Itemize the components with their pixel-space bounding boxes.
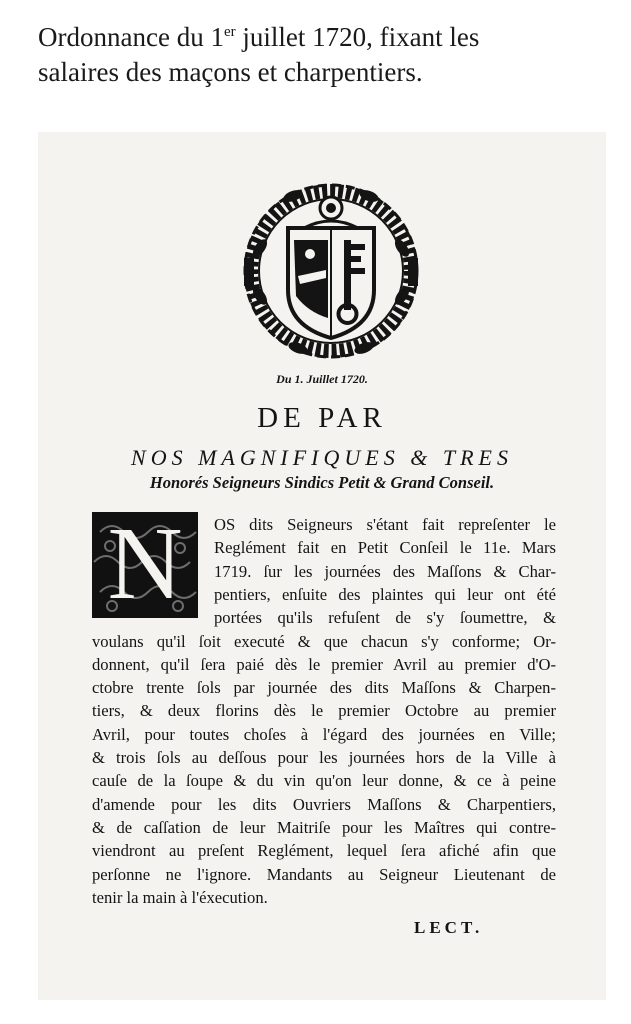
body-line: perſonne ne l'ignore. Mandants au Seigneur Lieutenant de xyxy=(92,864,556,884)
body-line: & de caſſation de leur Maitriſe pour les Maîtres qui contre- xyxy=(92,817,556,837)
poster-subheading-2: Honorés Seigneurs Sindics Petit & Grand Conseil. xyxy=(149,473,495,492)
body-line: & trois ſols au deſſous pour les journées hors de la Ville à xyxy=(92,748,556,767)
ordinance-poster xyxy=(38,132,606,1000)
poster-heading: DE PAR xyxy=(257,402,387,434)
body-line: Reglément fait en Petit Conſeil le 11e. Mars xyxy=(214,538,556,558)
caption xyxy=(38,20,618,90)
decorated-initial xyxy=(92,512,198,618)
caption-line-2: salaires des maçons et charpentiers. xyxy=(38,57,423,87)
poster-subheading: NOS MAGNIFIQUES & TRES xyxy=(131,445,513,470)
body-line: viendront au preſent Reglément, lequel ſera afiché afin que xyxy=(92,841,556,861)
body-line: tiers, & deux florins dès le premier Octobre au premier xyxy=(92,701,556,721)
caption-superscript: er xyxy=(223,24,236,40)
body-line: portées qu'ils refuſent de s'y ſoumettre, & xyxy=(214,608,556,628)
caption-text: Ordonnance du 1 xyxy=(38,22,224,52)
poster-closing: LECT. xyxy=(414,918,484,937)
body-line: d'amende pour les dits Ouvriers Maſſons & Charpentiers, xyxy=(92,794,556,814)
body-line: voulans qu'il ſoit executé & que chacun s'y conforme; Or- xyxy=(92,631,556,651)
body-line: OS dits Seigneurs s'étant fait repreſenter le xyxy=(214,515,556,534)
geneva-coat-of-arms-wreath-icon xyxy=(238,178,424,364)
initial-letter: N xyxy=(107,512,183,618)
body-line: Avril, pour toutes choſes à l'égard des journées en Ville; xyxy=(92,724,556,744)
body-line: ctobre trente ſols par journée des dits Maſſons & Charpen- xyxy=(92,678,556,698)
body-line: pentiers, enſuite des plaintes qui leur ont été xyxy=(214,584,556,604)
caption-line-1 xyxy=(38,20,618,55)
body-line: 1719. ſur les journées des Maſſons & Char- xyxy=(214,561,556,581)
body-line: cauſe de la ſoupe & du vin qu'on leur donne, & ce à peine xyxy=(92,771,556,791)
caption-text-end: juillet 1720, fixant les xyxy=(235,22,480,52)
body-line: donnent, qu'il ſera paié dès le premier Avril au premier d'O- xyxy=(92,654,556,674)
poster-date: Du 1. Juillet 1720. xyxy=(276,372,368,386)
body-line: tenir la main à l'éxecution. xyxy=(92,887,268,907)
